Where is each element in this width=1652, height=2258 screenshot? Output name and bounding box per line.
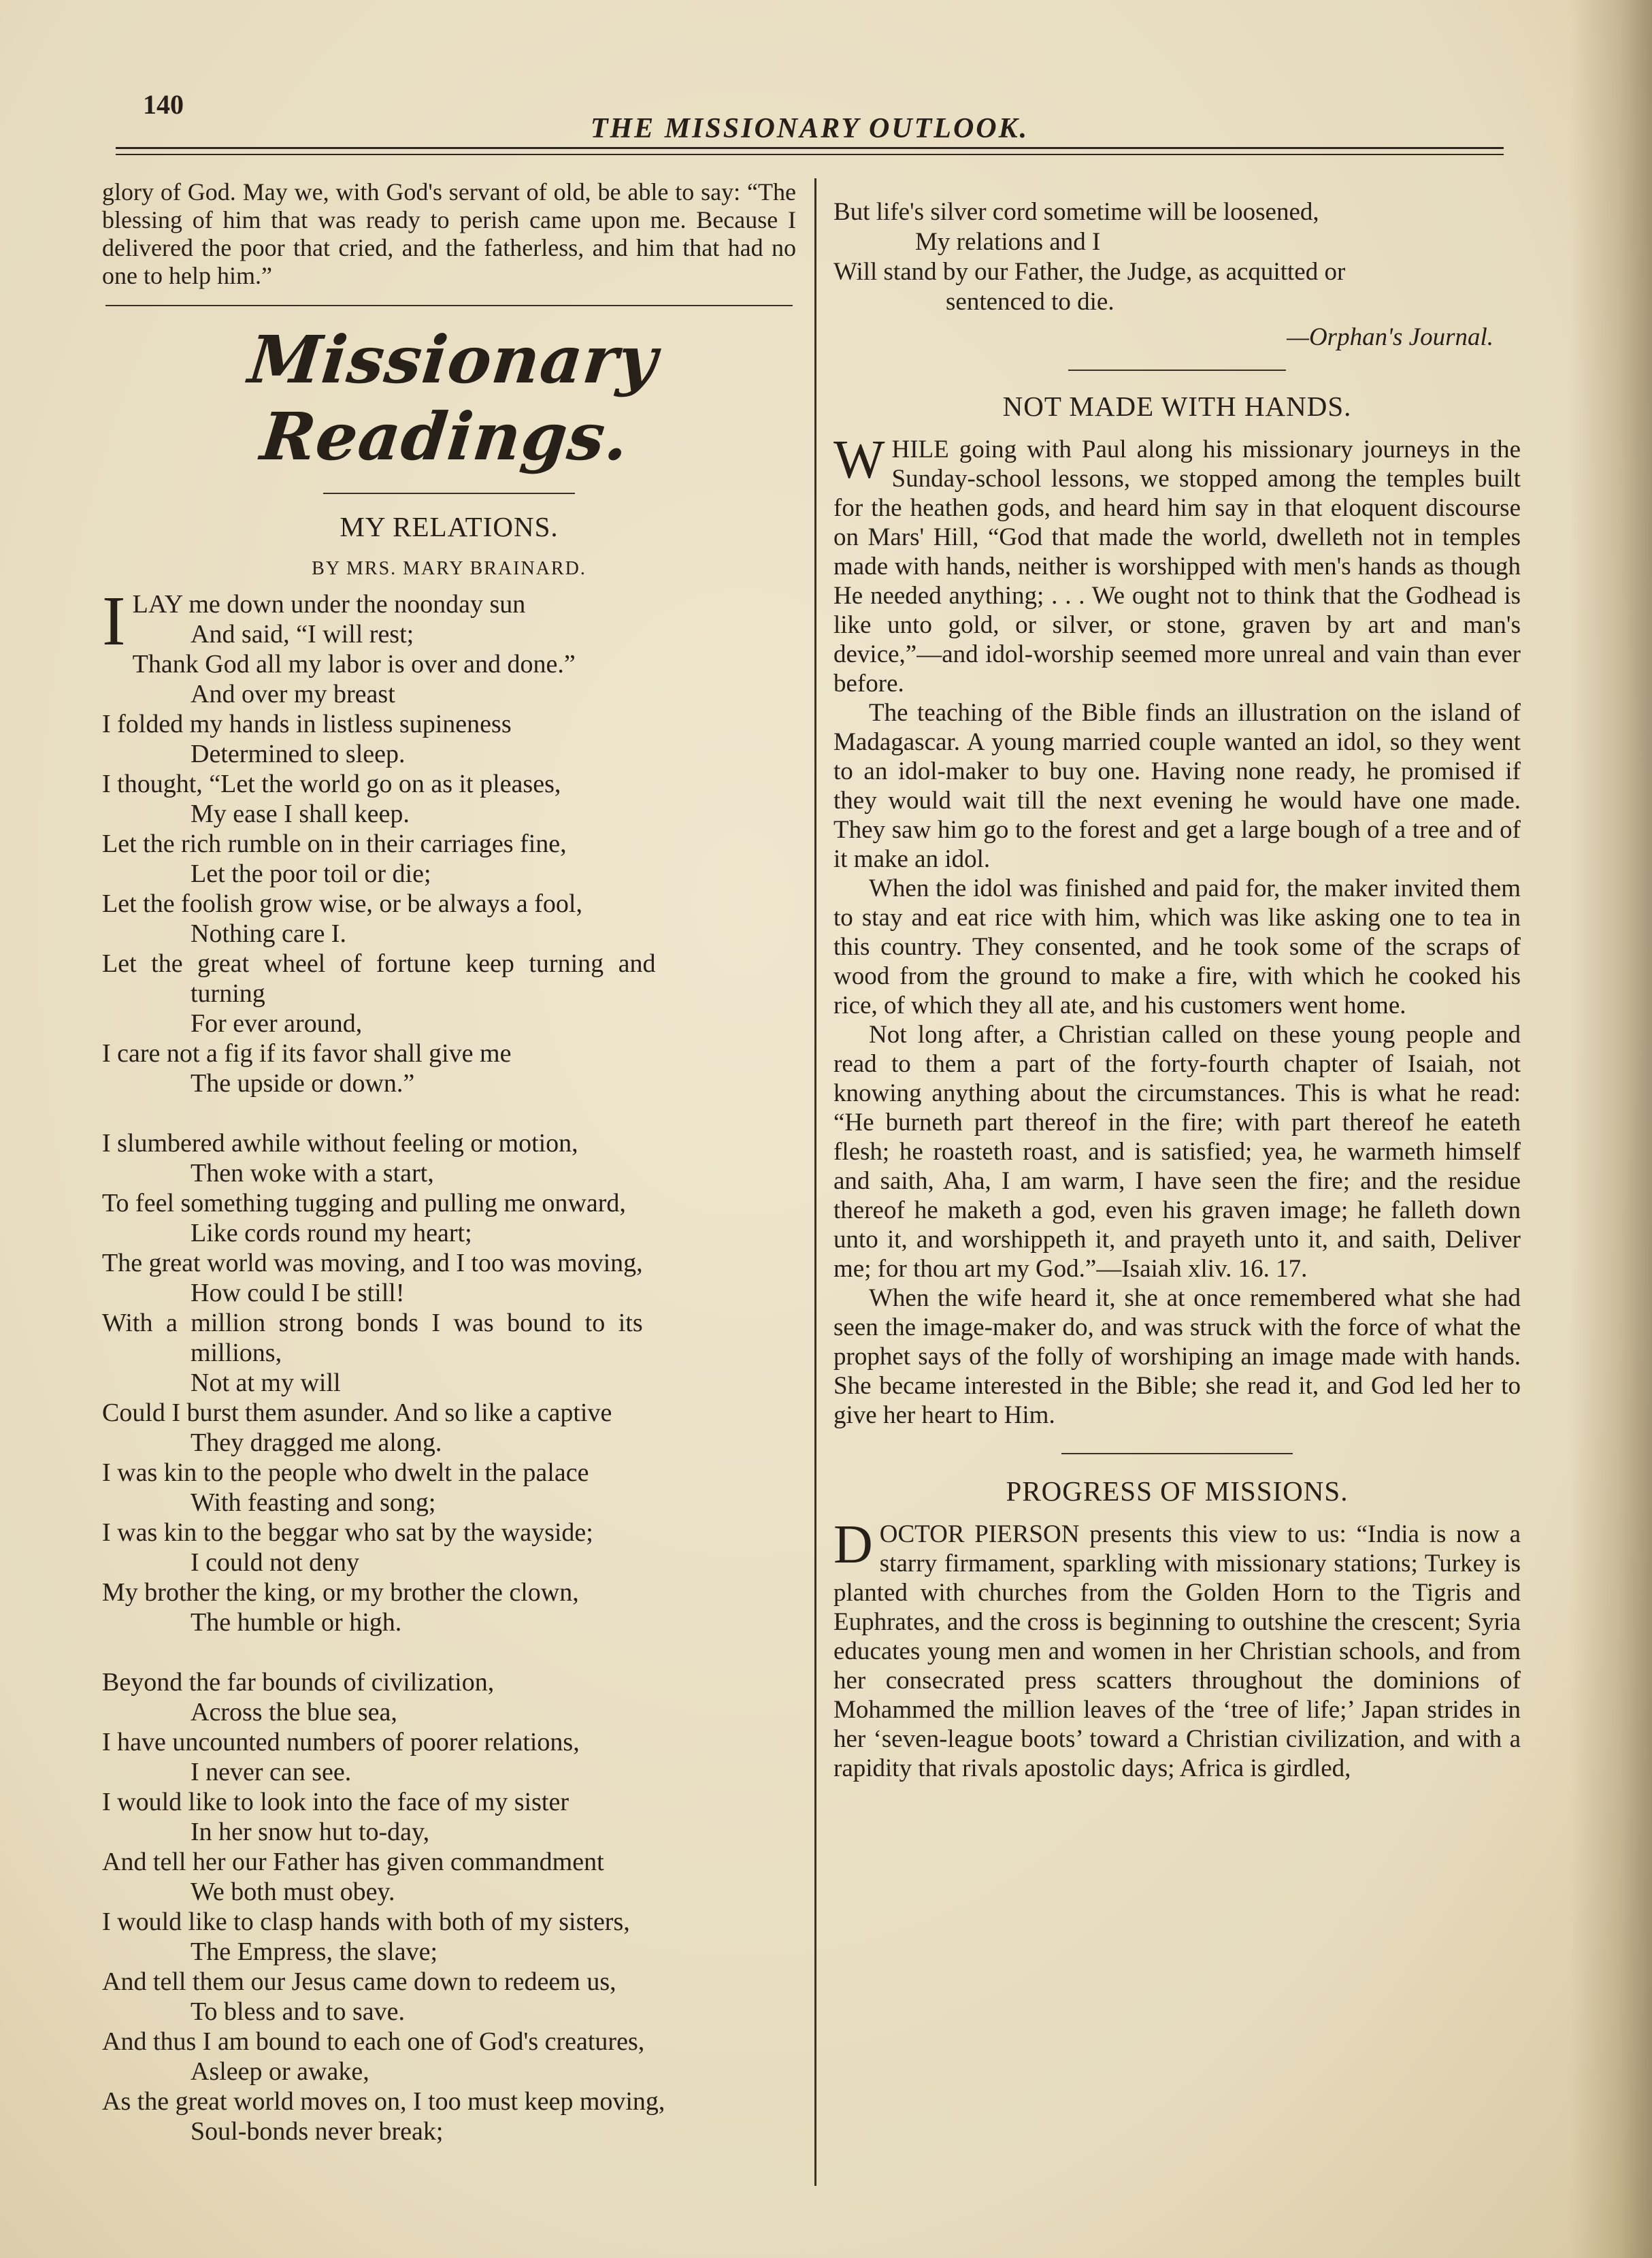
poem-line: Thank God all my labor is over and done.”	[132, 650, 576, 678]
intro-paragraph: glory of God. May we, with God's servant of old, be able to say: “The blessing of him that was ready to perish came upon me. Because I delivered the poor that cried, and the fatherless, and him that had no one to help him.”	[102, 178, 796, 289]
poem-stanza	[102, 582, 796, 1098]
poem-stanza	[102, 1128, 796, 1637]
poem-line: For ever around,	[191, 1009, 363, 1038]
article-progress-of-missions	[833, 1515, 1521, 1783]
article-paragraph: When the wife heard it, she at once remembered what she had seen the image-maker do, and was struck with the force of what the prophet says of the folly of worshiping an image made with hands. She became interested in the Bible; she read it, and God led her to give her heart to Him.	[833, 1284, 1521, 1429]
section-rule	[105, 305, 793, 306]
poem-line: Asleep or awake,	[191, 2057, 369, 2086]
running-head	[116, 88, 1504, 143]
poem-line: My ease I shall keep.	[191, 800, 410, 828]
paragraph-text: HILE going with Paul along his missionary journeys in the Sunday-school lessons, we stopped among the temples built for the heathen gods, and heard him say in that eloquent discourse on Mars' Hill, “God that made the world, dwelleth not in temples made with hands, neither is worshipped with men's hands as though He needed anything; . . . We ought not to think that the Godhead is like unto gold, or silver, or stone, graven by art and man's device,”—and idol-worship seemed more unreal and vain than ever before.	[833, 436, 1521, 698]
poem-line: The upside or down.”	[191, 1069, 415, 1098]
poem-line: To feel something tugging and pulling me onward,	[102, 1189, 626, 1217]
poem-line: turning	[191, 979, 265, 1008]
poem-line: They dragged me along.	[191, 1428, 442, 1457]
poem-line: I would like to look into the face of my sister	[102, 1788, 569, 1816]
header-rule	[116, 154, 1504, 155]
poem-line: I never can see.	[191, 1758, 352, 1786]
poem-line: I slumbered awhile without feeling or motion,	[102, 1129, 578, 1158]
poem-line: I thought, “Let the world go on as it pleases,	[102, 770, 561, 798]
poem-line: LAY me down under the noonday sun	[132, 590, 526, 619]
poem-my-relations	[102, 582, 796, 2146]
poem-line: Then woke with a start,	[191, 1159, 434, 1188]
poem-line: Soul-bonds never break;	[191, 2117, 444, 2146]
poem-line: With feasting and song;	[191, 1488, 436, 1517]
poem-line: The Empress, the slave;	[191, 1937, 438, 1966]
poem-line: I have uncounted numbers of poorer relations,	[102, 1728, 580, 1756]
article-title: NOT MADE WITH HANDS.	[1002, 391, 1352, 422]
poem-line: My relations and I	[915, 228, 1101, 256]
poem-line: To bless and to save.	[191, 1997, 406, 2026]
poem-line: I was kin to the people who dwelt in the palace	[102, 1458, 589, 1487]
page-edge-shadow	[1570, 0, 1652, 2258]
article-paragraph: The teaching of the Bible finds an illustration on the island of Madagascar. A young married couple wanted an idol, so they went to an idol-maker to buy one. Having none ready, he promised if they would wait till the next evening he would have one made. They saw him go to the forest and get a large bough of a tree and of it make an idol.	[833, 699, 1521, 873]
poem-line: Could I burst them asunder. And so like a captive	[102, 1398, 612, 1427]
article-paragraph: Not long after, a Christian called on these young people and read to them a part of the forty-fourth chapter of Isaiah, not knowing anything about the circumstances. This is what he read: “He burneth part thereof in the fire; with part thereof he eateth flesh; he roasteth roast, and is satisfied; yea, he warmeth himself and saith, Aha, I am warm, I have seen the fire; and the residue thereof he maketh a god, even his graven image; he falleth down unto it, and worshippeth it, and prayeth unto it, and saith, Deliver me; for thou art my God.”—Isaiah xliv. 16. 17.	[833, 1021, 1521, 1283]
section-rule	[323, 493, 575, 494]
masthead: Missionary Readings.	[245, 321, 661, 475]
poem-line: sentenced to die.	[946, 288, 1114, 316]
poem-line: I folded my hands in listless supineness	[102, 710, 512, 738]
poem-line: I could not deny	[191, 1548, 360, 1577]
poem-line: I care not a fig if its favor shall give me	[102, 1039, 512, 1068]
poem-title: MY RELATIONS.	[340, 511, 559, 542]
header-rule	[116, 147, 1504, 149]
poem-line: I would like to clasp hands with both of my sisters,	[102, 1908, 630, 1936]
section-rule	[1061, 1453, 1293, 1454]
poem-line: Not at my will	[191, 1369, 341, 1397]
article-title: PROGRESS OF MISSIONS.	[1006, 1475, 1349, 1507]
left-column	[102, 178, 796, 2146]
drop-cap: D	[833, 1515, 873, 1575]
poem-line: Will stand by our Father, the Judge, as acquitted or	[833, 258, 1346, 286]
article-paragraph: When the idol was finished and paid for, the maker invited them to stay and eat rice with him, which was like asking one to tea in this country. They consented, and he took some of the scraps of wood from the ground to make a fire, with which he cooked his rice, of which they all ate, and his customers went home.	[833, 874, 1521, 1019]
column-divider	[814, 178, 816, 2186]
right-column	[833, 197, 1521, 1783]
paragraph-text: OCTOR PIERSON presents this view to us: “India is now a starry firmament, sparkling with missionary stations; Turkey is planted with churches from the Golden Horn to the Tigris and Euphrates, and the cross is beginning to outshine the crescent; Syria educates young men and women in her Christian schools, and from her consecrated press scatters throughout the dominions of Mohammed the million leaves of the ‘tree of life;’ Japan strides in her ‘seven-league boots’ toward a Christian civilization, and with a rapidity that rivals apostolic days; Africa is girdled,	[833, 1520, 1521, 1782]
poem-line: Let the great wheel of fortune keep turning and	[102, 949, 656, 978]
poem-continuation	[833, 197, 1521, 317]
poem-line: Nothing care I.	[191, 919, 346, 948]
poem-line: Beyond the far bounds of civilization,	[102, 1668, 495, 1697]
poem-line: And tell her our Father has given commandment	[102, 1848, 604, 1876]
poem-line: Let the foolish grow wise, or be always a fool,	[102, 889, 582, 918]
poem-author: BY MRS. MARY BRAINARD.	[312, 558, 587, 579]
drop-cap: W	[833, 430, 885, 490]
poem-line: Determined to sleep.	[191, 740, 406, 768]
poem-line: millions,	[191, 1339, 282, 1367]
poem-line: And tell them our Jesus came down to redeem us,	[102, 1967, 616, 1996]
poem-line: Across the blue sea,	[191, 1698, 397, 1727]
article-paragraph	[833, 430, 1521, 698]
poem-line: And thus I am bound to each one of God's creatures,	[102, 2027, 645, 2056]
poem-line: As the great world moves on, I too must keep moving,	[102, 2087, 665, 2116]
poem-line: The humble or high.	[191, 1608, 402, 1637]
article-paragraph	[833, 1515, 1521, 1783]
poem-line: I was kin to the beggar who sat by the wayside;	[102, 1518, 593, 1547]
poem-source: —Orphan's Journal.	[1287, 323, 1493, 351]
page-number: 140	[143, 89, 184, 120]
drop-cap: I	[102, 582, 126, 660]
section-rule	[1068, 370, 1286, 371]
poem-line: We both must obey.	[191, 1878, 395, 1906]
poem-line: With a million strong bonds I was bound to its	[102, 1309, 643, 1337]
poem-line: And said, “I will rest;	[191, 620, 414, 649]
poem-line: My brother the king, or my brother the clown,	[102, 1578, 579, 1607]
poem-line: Let the rich rumble on in their carriages fine,	[102, 830, 567, 858]
poem-line: And over my breast	[191, 680, 395, 708]
poem-line: How could I be still!	[191, 1279, 405, 1307]
poem-line: In her snow hut to-day,	[191, 1818, 430, 1846]
journal-title: THE MISSIONARY OUTLOOK.	[590, 113, 1029, 144]
poem-line: Like cords round my heart;	[191, 1219, 472, 1247]
poem-line: But life's silver cord sometime will be loosened,	[833, 198, 1319, 226]
poem-line: Let the poor toil or die;	[191, 860, 431, 888]
poem-stanza	[102, 1667, 796, 2146]
poem-line: The great world was moving, and I too was moving,	[102, 1249, 643, 1277]
article-not-made-with-hands	[833, 430, 1521, 1430]
